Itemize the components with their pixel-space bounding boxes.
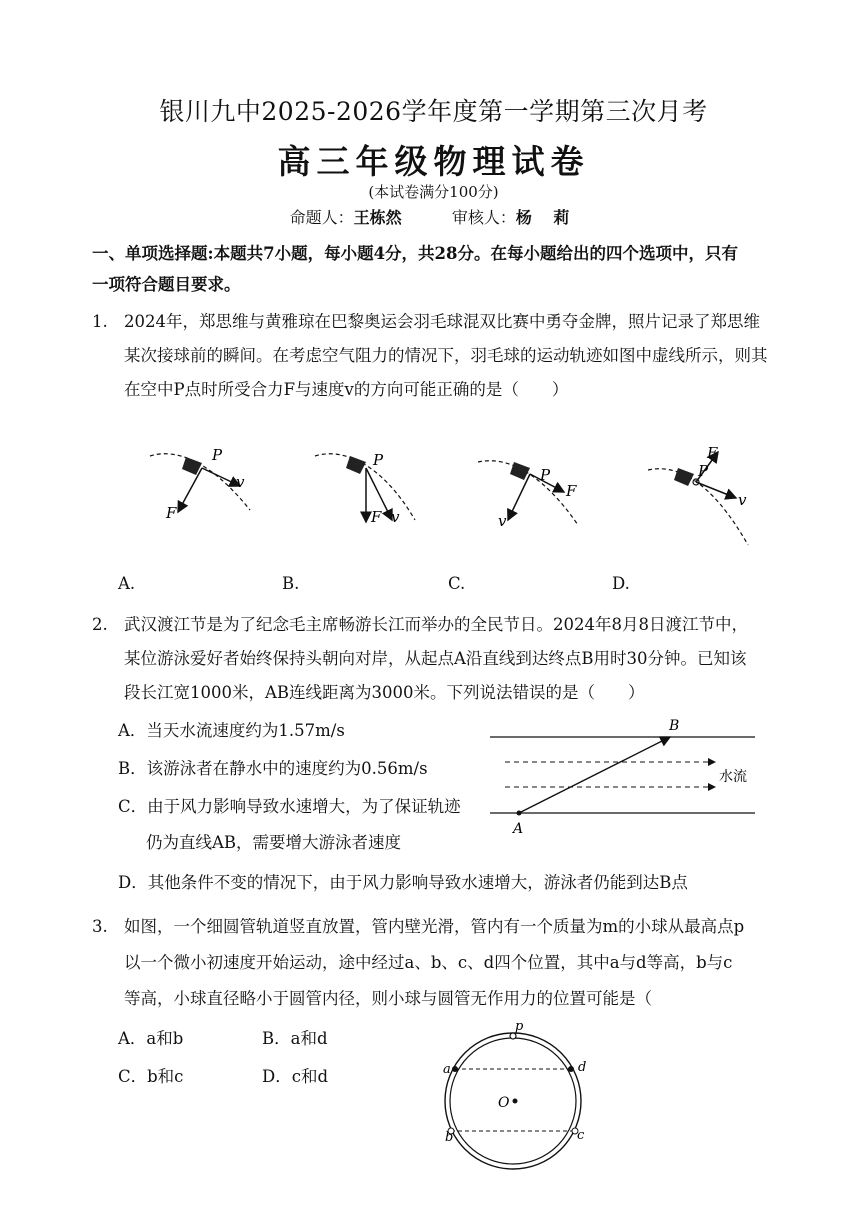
q1d-label-p: P [698, 462, 709, 480]
reviewer-name: 杨 莉 [515, 208, 578, 227]
shuttlecock-icon [510, 462, 530, 480]
q1c-label-v: v [498, 512, 507, 530]
q1-figure-d [648, 444, 748, 545]
q3-label-a: a [443, 1062, 451, 1077]
q1b-label-f: F [371, 508, 382, 526]
q3-label-o: O [498, 1095, 510, 1111]
q1d-label-f: F [707, 444, 718, 462]
q1-option-b: B. [282, 574, 300, 593]
q1d-label-v: v [738, 491, 747, 509]
shuttlecock-icon [346, 456, 366, 474]
q1-number: 1. [92, 312, 108, 331]
q2-river-figure [485, 715, 760, 840]
q2-number: 2. [92, 615, 108, 634]
q1-line3: 在空中P点时所受合力F与速度v的方向可能正确的是（ ） [124, 380, 569, 399]
q1-line2: 某次接球前的瞬间。在考虑空气阻力的情况下，羽毛球的运动轨迹如图中虚线所示，则其 [124, 346, 768, 365]
q2-option-c-line1: C．由于风力影响导致水速增大，为了保证轨迹 [118, 797, 461, 816]
q3-line1: 如图，一个细圆管轨道竖直放置，管内壁光滑，管内有一个质量为m的小球从最高点p [124, 917, 745, 936]
q3-option-d: D．c和d [262, 1067, 329, 1086]
q1c-label-f: F [566, 482, 577, 500]
score-note: (本试卷满分100分) [368, 183, 499, 201]
q1a-label-v: v [236, 473, 245, 491]
q2-option-a: A．当天水流速度约为1.57m/s [118, 721, 345, 740]
q1a-label-f: F [166, 504, 177, 522]
q3-label-d: d [578, 1060, 587, 1075]
q2-option-c-line2: 仍为直线AB，需要增大游泳者速度 [146, 833, 402, 852]
q1-figure-a [150, 446, 250, 522]
author-label: 命题人： [289, 208, 354, 227]
shuttlecock-icon [674, 468, 694, 486]
q3-option-c: C．b和c [118, 1067, 184, 1086]
q3-line2: 以一个微小初速度开始运动，途中经过a、b、c、d四个位置，其中a与d等高，b与c [124, 953, 733, 972]
q2-label-b: B [669, 718, 680, 734]
reviewer-label: 审核人： [451, 208, 516, 227]
q2-option-b: B．该游泳者在静水中的速度约为0.56m/s [118, 759, 428, 778]
q1-figure-b [315, 451, 415, 526]
q2-line1: 武汉渡江节是为了纪念毛主席畅游长江而举办的全民节日。2024年8月8日渡江节中， [124, 615, 748, 634]
q1b-label-p: P [373, 451, 384, 469]
q3-label-p: p [515, 1019, 524, 1034]
q2-label-water: 水流 [719, 769, 747, 785]
author-name: 王栋然 [353, 208, 402, 227]
section-heading-line2: 一项符合题目要求。 [92, 275, 241, 294]
q3-label-c: c [577, 1128, 585, 1143]
q2-line2: 某位游泳爱好者始终保持头朝向对岸，从起点A沿直线到达终点B用时30分钟。已知该 [124, 649, 747, 668]
author-line [0, 205, 867, 228]
section-heading-line1: 一、单项选择题:本题共7小题，每小题4分，共28分。在每小题给出的四个选项中，只有 [92, 244, 739, 263]
q1-option-c: C. [448, 574, 466, 593]
q3-option-b: B．a和d [262, 1029, 328, 1048]
q3-option-a: A．a和b [118, 1029, 184, 1048]
q3-line3: 等高，小球直径略小于圆管内径，则小球与圆管无作用力的位置可能是（ [124, 989, 652, 1008]
q2-label-a: A [513, 821, 524, 837]
q1c-label-p: P [540, 466, 551, 484]
exam-subject-title: 高三年级物理试卷 [277, 142, 590, 181]
q1a-label-p: P [212, 446, 223, 464]
q1-figure-c [478, 461, 578, 530]
q1-option-d: D. [612, 574, 630, 593]
exam-school-title: 银川九中2025-2026学年度第一学期第三次月考 [159, 97, 708, 126]
path-ab [519, 737, 670, 813]
q3-label-b: b [445, 1130, 454, 1145]
q1-option-a: A. [118, 574, 136, 593]
q3-number: 3. [92, 917, 108, 936]
q2-option-d: D．其他条件不变的情况下，由于风力影响导致水速增大，游泳者仍能到达B点 [118, 873, 688, 892]
q1-line1: 2024年，郑思维与黄雅琼在巴黎奥运会羽毛球混双比赛中勇夺金牌，照片记录了郑思维 [124, 312, 760, 331]
q1-figures [100, 430, 780, 560]
section-heading [92, 238, 782, 300]
q2-line3: 段长江宽1000米，AB连线距离为3000米。下列说法错误的是（ ） [124, 683, 645, 702]
q3-circle-figure [435, 1015, 600, 1175]
q1b-label-v: v [391, 508, 400, 526]
